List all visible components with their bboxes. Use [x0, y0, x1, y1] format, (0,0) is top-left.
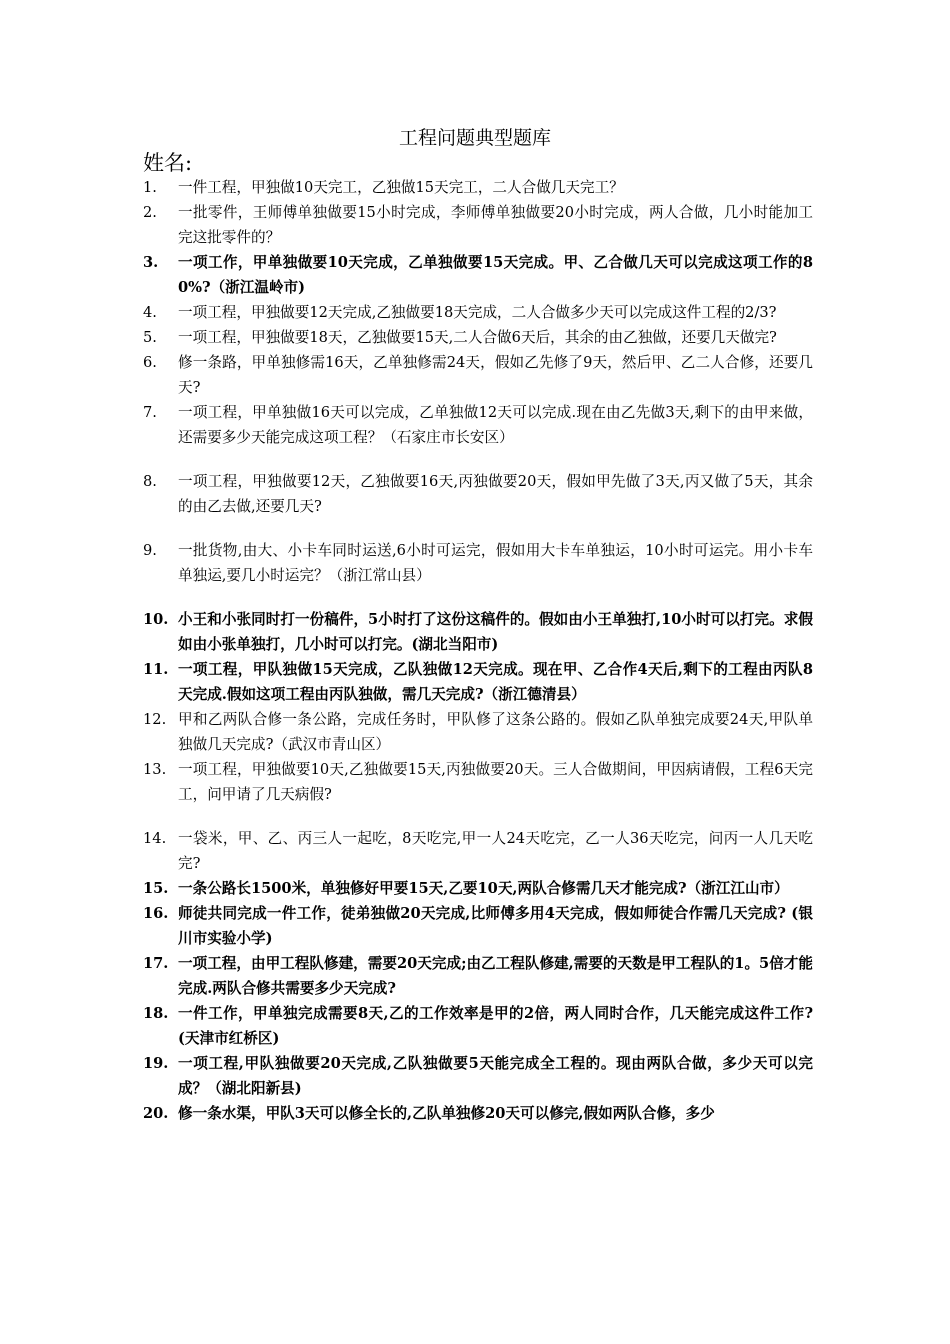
problem-text: 一袋米，甲、乙、丙三人一起吃，8天吃完,甲一人24天吃完，乙一人36天吃完，问丙一人几天吃完? — [178, 830, 813, 872]
problem-number: 2. — [143, 204, 157, 221]
problem-text: 一项工程，甲独做要18天，乙独做要15天,二人合做6天后，其余的由乙独做，还要几天做完? — [178, 329, 777, 346]
problem-number: 3. — [143, 254, 159, 271]
problem-text: 一项工程，甲独做要12天完成,乙独做要18天完成，二人合做多少天可以完成这件工程的2/3? — [178, 304, 777, 321]
problem-text: 小王和小张同时打一份稿件，5小时打了这份这稿件的。假如由小王单独打,10小时可以打完。求假如由小张单独打，几小时可以打完。(湖北当阳市) — [178, 611, 813, 653]
problem-number: 12. — [143, 711, 167, 728]
problem-number: 19. — [143, 1055, 169, 1072]
problem-number: 9. — [143, 542, 157, 559]
problem-item — [143, 250, 813, 300]
problem-item — [143, 951, 813, 1001]
problem-number: 20. — [143, 1105, 169, 1122]
problem-list — [143, 175, 813, 1126]
problem-number: 15. — [143, 880, 169, 897]
problem-number: 10. — [143, 611, 169, 628]
problem-text: 师徒共同完成一件工作，徒弟独做20天完成,比师傅多用4天完成，假如师徒合作需几天完成? (银川市实验小学) — [178, 905, 813, 947]
problem-item — [143, 350, 813, 400]
problem-item — [143, 325, 813, 350]
problem-item — [143, 175, 813, 200]
problem-number: 16. — [143, 905, 169, 922]
problem-text: 一件工程，甲独做10天完工，乙独做15天完工，二人合做几天完工？ — [178, 179, 624, 196]
problem-item — [143, 1001, 813, 1051]
problem-number: 18. — [143, 1005, 169, 1022]
problem-number: 11. — [143, 661, 169, 678]
problem-item — [143, 607, 813, 657]
problem-text: 甲和乙两队合修一条公路，完成任务时，甲队修了这条公路的。假如乙队单独完成要24天,甲队单独做几天完成?（武汉市青山区） — [178, 711, 813, 753]
problem-number: 5. — [143, 329, 157, 346]
problem-item — [143, 469, 813, 519]
problem-text: 修一条水渠，甲队3天可以修全长的,乙队单独修20天可以修完,假如两队合修，多少 — [178, 1105, 715, 1122]
problem-item — [143, 901, 813, 951]
problem-text: 一项工程，甲独做要10天,乙独做要15天,丙独做要20天。三人合做期间，甲因病请假，工程6天完工，问甲请了几天病假? — [178, 761, 813, 803]
problem-number: 14. — [143, 830, 167, 847]
problem-text: 一项工程，甲队独做15天完成，乙队独做12天完成。现在甲、乙合作4天后,剩下的工程由丙队8天完成.假如这项工程由丙队独做，需几天完成?（浙江德清县） — [178, 661, 813, 703]
problem-text: 一件工作，甲单独完成需要8天,乙的工作效率是甲的2倍，两人同时合作，几天能完成这件工作?(天津市红桥区) — [178, 1005, 813, 1047]
problem-text: 一条公路长1500米，单独修好甲要15天,乙要10天,两队合修需几天才能完成?（浙江江山市） — [178, 880, 789, 897]
problem-text: 一项工程,甲队独做要20天完成,乙队独做要5天能完成全工程的。现由两队合做，多少天可以完成？（湖北阳新县) — [178, 1055, 813, 1097]
problem-item — [143, 1051, 813, 1101]
problem-item — [143, 1101, 813, 1126]
problem-number: 1. — [143, 179, 157, 196]
problem-item — [143, 200, 813, 250]
problem-item — [143, 538, 813, 588]
problem-item — [143, 757, 813, 807]
problem-item — [143, 657, 813, 707]
name-label: 姓名: — [143, 151, 193, 175]
problem-number: 8. — [143, 473, 157, 490]
problem-text: 修一条路，甲单独修需16天，乙单独修需24天，假如乙先修了9天，然后甲、乙二人合修，还要几天? — [178, 354, 813, 396]
document-title: 工程问题典型题库 — [398, 127, 551, 149]
problem-number: 4. — [143, 304, 157, 321]
problem-number: 13. — [143, 761, 167, 778]
problem-item — [143, 400, 813, 450]
problem-item — [143, 300, 813, 325]
problem-item — [143, 707, 813, 757]
problem-item — [143, 826, 813, 876]
problem-text: 一批货物,由大、小卡车同时运送,6小时可运完，假如用大卡车单独运，10小时可运完。用小卡车单独运,要几小时运完？（浙江常山县） — [178, 542, 813, 584]
problem-number: 6. — [143, 354, 157, 371]
problem-text: 一项工程，甲单独做16天可以完成，乙单独做12天可以完成.现在由乙先做3天,剩下的由甲来做，还需要多少天能完成这项工程？（石家庄市长安区） — [178, 404, 813, 446]
problem-text: 一项工作，甲单独做要10天完成，乙单独做要15天完成。甲、乙合做几天可以完成这项工作的80%?（浙江温岭市) — [178, 254, 813, 296]
problem-text: 一项工程，由甲工程队修建，需要20天完成;由乙工程队修建,需要的天数是甲工程队的1。5倍才能完成.两队合修共需要多少天完成? — [178, 955, 813, 997]
problem-item — [143, 876, 813, 901]
problem-number: 7. — [143, 404, 157, 421]
problem-text: 一批零件，王师傅单独做要15小时完成，李师傅单独做要20小时完成，两人合做，几小时能加工完这批零件的？ — [178, 204, 813, 246]
problem-text: 一项工程，甲独做要12天，乙独做要16天,丙独做要20天，假如甲先做了3天,丙又做了5天，其余的由乙去做,还要几天? — [178, 473, 813, 515]
problem-number: 17. — [143, 955, 169, 972]
